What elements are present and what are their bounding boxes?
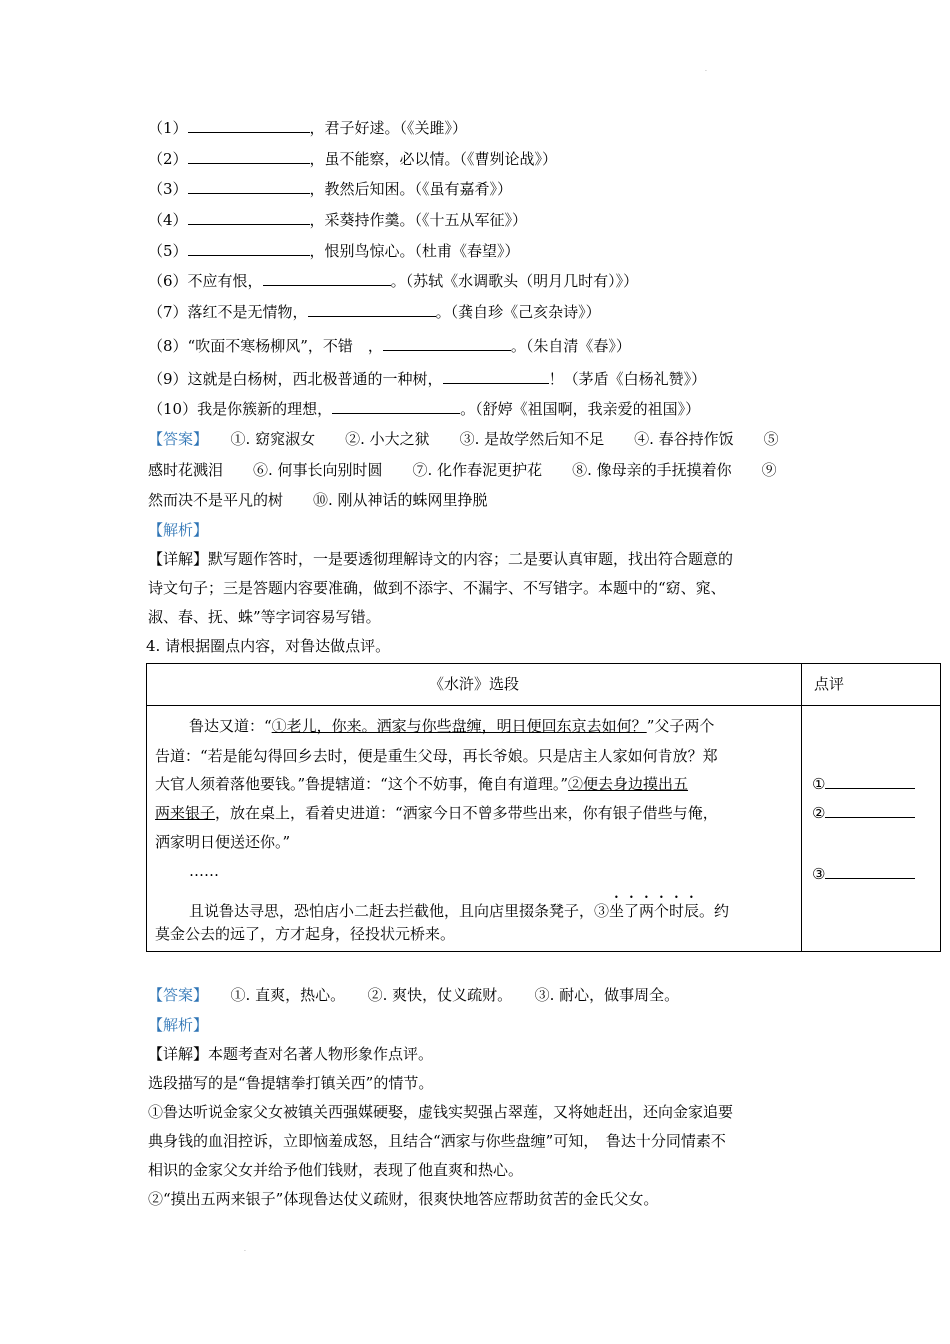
passage-line-1: 鲁达又道：“①老儿，你来。洒家与你些盘缠，明日便回东京去如何？”父子两个 — [189, 717, 715, 735]
passage-line-4: 两来银子，放在桌上，看着史进道：“洒家今日不曾多带些出来，你有银子借些与俺， — [155, 804, 718, 822]
q3-detail-line-2: 诗文句子；三是答题内容要准确，做到不添字、不漏字、不写错字。本题中的“窈、窕、 — [148, 579, 726, 597]
detail-tag: 【详解】 — [148, 1045, 209, 1063]
poem-line-7: （7）落红不是无情物， 。（龚自珍《己亥杂诗》） — [148, 303, 601, 321]
q3-detail-line-3: 淑、春、抚、蛛”等字词容易写错。 — [148, 608, 381, 626]
scan-dot: . — [705, 66, 707, 73]
q3-answer-line-1: 【答案】 ①. 窈窕淑女 ②. 小大之狱 ③. 是故学然后知不足 ④. 春谷持作饭 ⑤ — [148, 430, 779, 448]
answer-blank — [825, 863, 915, 879]
q3-analysis-tag: 【解析】 — [148, 521, 209, 539]
answer-blank — [825, 773, 915, 789]
comment-blank-3: ③ — [812, 863, 915, 884]
q4-answer: 【答案】 ①. 直爽，热心。 ②. 爽快，仗义疏财。 ③. 耐心，做事周全。 — [148, 986, 680, 1004]
dotted-text-3: 坐了两个时辰 — [609, 902, 700, 920]
table-header-selection: 《水浒》选段 — [147, 664, 802, 706]
answer-blank — [188, 178, 310, 194]
poem-line-5: （5） ，恨别鸟惊心。（杜甫《春望》） — [148, 242, 520, 260]
passage-ellipsis: …… — [189, 862, 219, 880]
comment-cell — [802, 706, 941, 952]
passage-line-5: 洒家明日便送还你。” — [155, 833, 291, 851]
comment-blank-1: ① — [812, 773, 915, 794]
poem-line-4: （4） ，采葵持作羹。（《十五从军征》） — [148, 211, 528, 229]
q3-detail-line-1: 【详解】默写题作答时，一是要透彻理解诗文的内容；二是要认真审题，找出符合题意的 — [148, 550, 734, 568]
poem-line-9: （9）这就是白杨树，西北极普通的一种树， ！（茅盾《白杨礼赞》） — [148, 370, 707, 388]
q3-answer-line-2: 感时花溅泪 ⑥. 何事长向别时圆 ⑦. 化作春泥更护花 ⑧. 像母亲的手抚摸着你 ⑨ — [148, 461, 777, 479]
answer-blank — [188, 148, 310, 164]
detail-tag: 【详解】 — [148, 550, 209, 568]
poem-line-2: （2） ，虽不能察，必以情。（《曹刿论战》） — [148, 150, 558, 168]
q4-detail-line-1: 【详解】本题考查对名著人物形象作点评。 — [148, 1045, 434, 1063]
q4-title: 4. 请根据圈点内容，对鲁达做点评。 — [146, 637, 391, 655]
answer-blank — [188, 240, 310, 256]
q3-answer-line-3: 然而决不是平凡的树 ⑩. 刚从神话的蛛网里挣脱 — [148, 491, 488, 509]
q4-detail-line-2: 选段描写的是“鲁提辖拳打镇关西”的情节。 — [148, 1074, 434, 1092]
answer-blank — [443, 368, 549, 384]
poem-line-1: （1） ，君子好逑。（《关雎》） — [148, 119, 468, 137]
passage-line-3: 大官人须着落他要钱。”鲁提辖道：“这个不妨事，俺自有道理。”②便去身边摸出五 — [155, 775, 689, 793]
answer-blank — [332, 398, 460, 414]
answer-blank — [383, 335, 511, 351]
passage-line-7: 且说鲁达寻思，恐怕店小二赶去拦截他，且向店里掇条凳子，③坐了两个时辰。约 — [189, 902, 730, 920]
answer-tag: 【答案】 — [148, 986, 201, 1004]
answer-blank — [308, 301, 436, 317]
answer-blank — [188, 117, 310, 133]
poem-line-3: （3） ，教然后知困。（《虽有嘉肴》） — [148, 180, 513, 198]
selection-text-cell — [147, 706, 802, 952]
circled-text-1: ①老儿，你来。洒家与你些盘缠，明日便回东京去如何？ — [271, 717, 647, 735]
poem-line-6: （6）不应有恨， 。（苏轼《水调歌头（明月几时有）》） — [148, 272, 639, 290]
q4-detail-line-4: 典身钱的血泪控诉，立即恼羞成怒，且结合“洒家与你些盘缠”可知， 鲁达十分同情素不 — [148, 1132, 726, 1150]
selection-table — [146, 663, 941, 952]
circled-text-2: ②便去身边摸出五 — [568, 775, 689, 793]
poem-line-8: （8）“吹面不寒杨柳风”，不错 ， 。（朱自清《春》） — [148, 337, 631, 355]
q4-detail-line-3: ①鲁达听说金家父女被镇关西强媒硬娶，虚钱实契强占翠莲，又将她赶出，还向金家追要 — [148, 1103, 734, 1121]
q4-detail-line-6: ②“摸出五两来银子”体现鲁达仗义疏财，很爽快地答应帮助贫苦的金氏父女。 — [148, 1190, 659, 1208]
passage-line-2: 告道：“若是能勾得回乡去时，便是重生父母，再长爷娘。只是店主人家如何肯放？郑 — [155, 747, 718, 765]
comment-blank-2: ② — [812, 802, 915, 823]
answer-blank — [188, 209, 310, 225]
answer-blank — [825, 802, 915, 818]
answer-tag: 【答案】 — [148, 430, 201, 448]
table-header-comment: 点评 — [802, 664, 941, 706]
q4-analysis-tag: 【解析】 — [148, 1016, 209, 1034]
q4-detail-line-5: 相识的金家父女并给予他们钱财，表现了他直爽和热心。 — [148, 1161, 524, 1179]
answer-blank — [263, 270, 391, 286]
circled-text-2-cont: 两来银子 — [155, 804, 216, 822]
passage-line-8: 莫金公去的远了，方才起身，径投状元桥来。 — [155, 925, 456, 943]
scan-dot: . — [244, 1246, 246, 1253]
poem-line-10: （10）我是你簇新的理想， 。（舒婷《祖国啊，我亲爱的祖国》） — [148, 400, 701, 418]
